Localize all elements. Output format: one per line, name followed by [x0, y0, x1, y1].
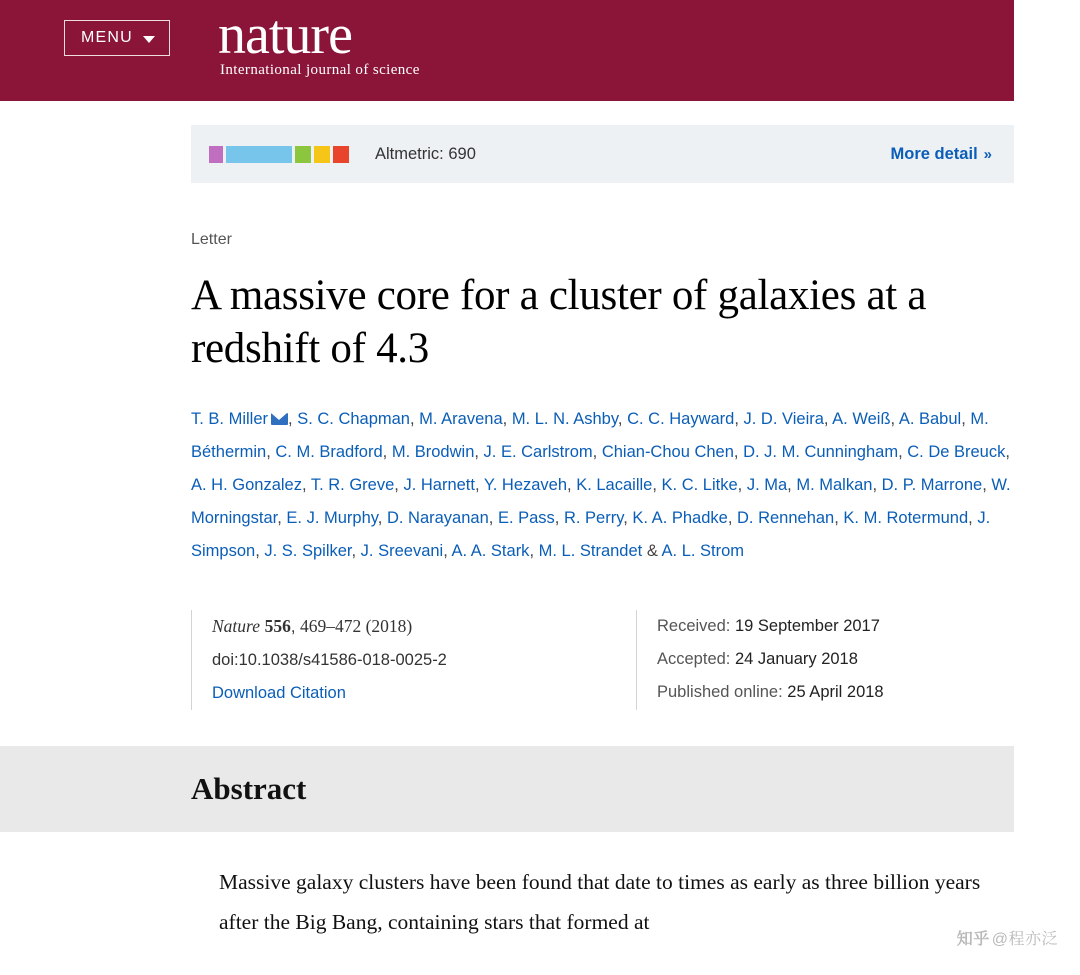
author-separator: ,: [872, 476, 882, 494]
nature-logo-tagline: International journal of science: [220, 62, 420, 78]
author-separator: ,: [488, 509, 498, 527]
author-separator: ,: [652, 476, 662, 494]
author-link[interactable]: D. Rennehan: [737, 509, 835, 527]
page-title: A massive core for a cluster of galaxies at a redshift of 4.3: [191, 272, 927, 372]
abstract-section-header: [0, 746, 1014, 832]
altmetric-bar: [191, 125, 1014, 183]
author-separator: ,: [737, 476, 747, 494]
nature-logo-title: nature: [218, 4, 352, 66]
email-icon[interactable]: [271, 413, 288, 425]
citation-journal: Nature: [212, 616, 260, 636]
watermark-text: @程亦泛: [991, 931, 1058, 948]
author-link[interactable]: M. Brodwin: [391, 443, 475, 461]
author-link[interactable]: M. Aravena: [419, 410, 503, 428]
abstract-text: Massive galaxy clusters have been found that date to times as early as three billion years after the Big Bang, containing stars that formed at: [219, 870, 981, 934]
citation-pages: 469–472 (2018): [299, 616, 413, 636]
author-link[interactable]: D. Narayanan: [386, 509, 489, 527]
article-meta: [191, 610, 1014, 710]
menu-button-label: MENU: [81, 29, 133, 46]
watermark-logo: 知乎: [956, 931, 990, 948]
date-accepted: [657, 643, 884, 676]
author-separator: ,: [733, 443, 744, 461]
author-link[interactable]: R. Perry: [563, 509, 624, 527]
author-separator: ,: [529, 542, 539, 560]
date-published-label: Published online:: [657, 683, 783, 701]
author-link[interactable]: J. S. Spilker: [264, 542, 352, 560]
author-link[interactable]: J. Sreevani: [360, 542, 444, 560]
author-link[interactable]: S. C. Chapman: [297, 410, 410, 428]
author-separator: ,: [617, 410, 628, 428]
author-separator: ,: [443, 542, 452, 560]
author-link[interactable]: E. J. Murphy: [286, 509, 378, 527]
chevron-down-icon: [143, 36, 155, 43]
author-link[interactable]: J. E. Carlstrom: [483, 443, 593, 461]
date-accepted-value: 24 January 2018: [734, 650, 858, 668]
author-link[interactable]: M. Malkan: [796, 476, 873, 494]
author-link[interactable]: A. L. Strom: [661, 542, 745, 560]
author-separator: ,: [623, 509, 633, 527]
author-separator: ,: [834, 509, 844, 527]
author-separator: ,: [474, 476, 484, 494]
altmetric-segment-green: [295, 146, 311, 163]
double-chevron-right-icon: »: [983, 145, 992, 163]
altmetric-segment-yellow: [314, 146, 330, 163]
citation-volume: 556: [264, 616, 291, 636]
author-separator: ,: [266, 443, 276, 461]
author-link[interactable]: Y. Hezaveh: [483, 476, 568, 494]
author-link[interactable]: A. Weiß: [832, 410, 891, 428]
more-detail-link[interactable]: [891, 145, 992, 164]
author-link[interactable]: T. R. Greve: [310, 476, 395, 494]
author-separator: ,: [727, 509, 737, 527]
site-masthead: [0, 0, 1014, 101]
author-separator: ,: [1005, 443, 1010, 461]
dates-block: [636, 610, 884, 710]
author-separator: &: [642, 542, 662, 560]
download-citation-link[interactable]: Download Citation: [212, 684, 346, 702]
author-separator: ,: [898, 443, 908, 461]
author-separator: ,: [351, 542, 361, 560]
article-page: [0, 231, 1014, 942]
author-link[interactable]: D. P. Marrone: [881, 476, 983, 494]
author-list: [191, 403, 1013, 568]
author-separator: ,: [554, 509, 564, 527]
author-link[interactable]: J. Harnett: [403, 476, 475, 494]
author-separator: ,: [474, 443, 484, 461]
author-link[interactable]: K. Lacaille: [576, 476, 653, 494]
citation-doi: doi:10.1038/s41586-018-0025-2: [212, 651, 447, 669]
author-link[interactable]: J. Simpson: [191, 509, 991, 560]
watermark: [957, 926, 1058, 949]
author-link[interactable]: C. M. Bradford: [275, 443, 383, 461]
author-link[interactable]: M. L. Strandet: [538, 542, 643, 560]
author-link[interactable]: K. C. Litke: [661, 476, 738, 494]
author-link[interactable]: A. A. Stark: [451, 542, 530, 560]
author-separator: ,: [592, 443, 602, 461]
author-link[interactable]: E. Pass: [497, 509, 555, 527]
author-link[interactable]: K. A. Phadke: [632, 509, 728, 527]
author-separator: ,: [734, 410, 744, 428]
author-separator: ,: [255, 542, 265, 560]
author-separator: ,: [982, 476, 992, 494]
author-separator: ,: [394, 476, 404, 494]
author-separator: ,: [277, 509, 287, 527]
author-separator: ,: [377, 509, 387, 527]
author-separator: ,: [288, 410, 298, 428]
author-separator: ,: [961, 410, 971, 428]
author-separator: ,: [968, 509, 978, 527]
citation-line: Nature 556, 469–472 (2018): [212, 616, 413, 636]
menu-button[interactable]: [64, 20, 170, 56]
altmetric-segment-purple: [209, 146, 223, 163]
author-separator: ,: [382, 443, 392, 461]
author-link[interactable]: A. H. Gonzalez: [191, 476, 302, 494]
author-separator: ,: [823, 410, 833, 428]
author-separator: ,: [410, 410, 420, 428]
more-detail-label: More detail: [890, 144, 978, 163]
abstract-heading: Abstract: [191, 771, 307, 806]
author-separator: ,: [787, 476, 797, 494]
author-link[interactable]: J. Ma: [746, 476, 788, 494]
date-accepted-label: Accepted:: [657, 650, 731, 668]
author-link[interactable]: W. Morningstar: [191, 476, 1011, 527]
author-link[interactable]: M. L. N. Ashby: [511, 410, 618, 428]
author-link[interactable]: J. D. Vieira: [743, 410, 824, 428]
author-link[interactable]: Chian-Chou Chen: [601, 443, 734, 461]
date-published-value: 25 April 2018: [787, 683, 884, 701]
date-published: [657, 676, 884, 709]
nature-logo[interactable]: [218, 6, 420, 79]
date-received-label: Received:: [657, 617, 731, 635]
author-separator: ,: [890, 410, 899, 428]
altmetric-segment-blue: [226, 146, 292, 163]
author-separator: ,: [301, 476, 311, 494]
author-separator: ,: [502, 410, 512, 428]
altmetric-segment-red: [333, 146, 349, 163]
author-link[interactable]: A. Babul: [898, 410, 962, 428]
author-link[interactable]: T. B. Miller: [191, 410, 269, 428]
author-link[interactable]: K. M. Rotermund: [843, 509, 969, 527]
altmetric-score: Altmetric: 690: [375, 144, 476, 163]
article-type: Letter: [191, 231, 232, 248]
altmetric-bar-chart-icon: [209, 145, 349, 163]
date-received: [657, 610, 884, 643]
author-link[interactable]: C. De Breuck: [907, 443, 1006, 461]
author-link[interactable]: C. C. Hayward: [627, 410, 735, 428]
citation-block: [191, 610, 612, 710]
page-gutter: [1014, 0, 1080, 975]
author-link[interactable]: M. Béthermin: [191, 410, 989, 461]
date-received-value: 19 September 2017: [734, 617, 880, 635]
author-separator: ,: [567, 476, 577, 494]
author-link[interactable]: D. J. M. Cunningham: [743, 443, 899, 461]
